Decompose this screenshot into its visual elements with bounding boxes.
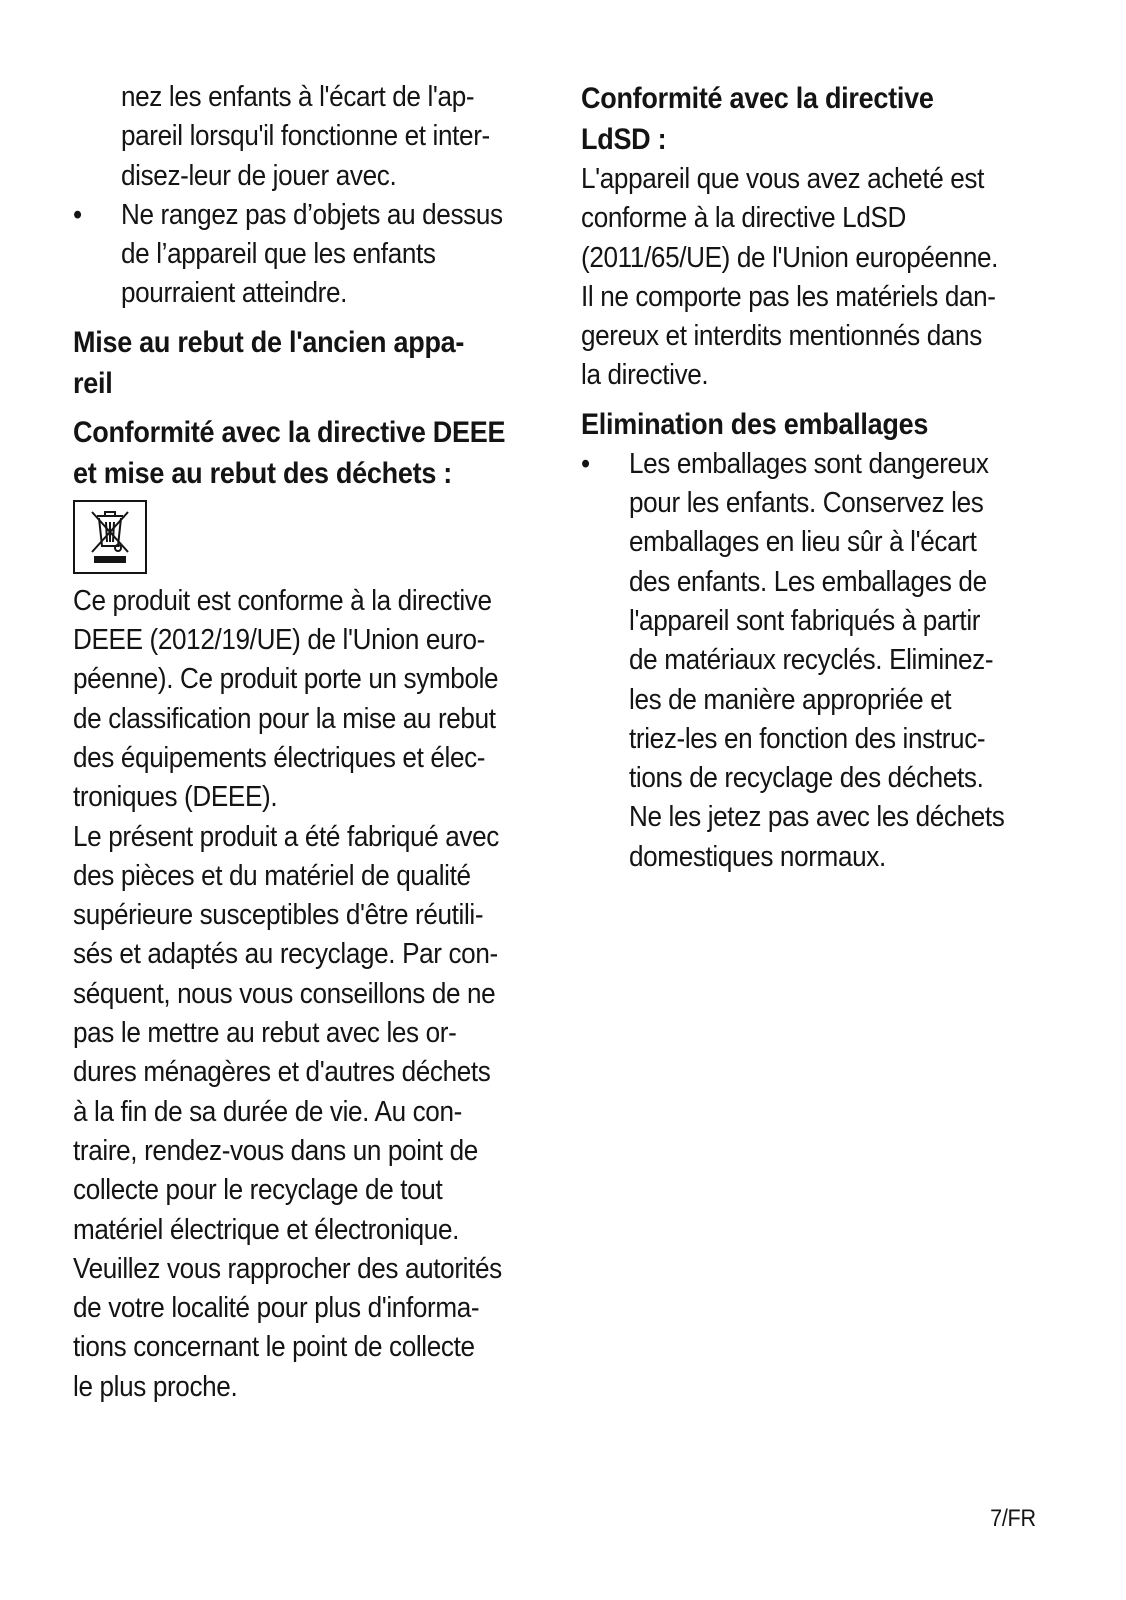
text-line: Il ne comporte pas les matériels dan- — [581, 280, 996, 313]
heading-line: Conformité avec la directive DEEE — [73, 415, 506, 449]
text-line: disez-leur de jouer avec. — [121, 159, 397, 192]
text-line: pas le mettre au rebut avec les or- — [73, 1017, 457, 1050]
bullet-packaging — [581, 445, 1061, 877]
text-line: domestiques normaux. — [629, 840, 886, 873]
text-line: dures ménagères et d'autres déchets — [73, 1056, 491, 1089]
text-line: matériel électrique et électronique. — [73, 1213, 460, 1246]
text-line: pourraient atteindre. — [121, 277, 348, 310]
text-line: Les emballages sont dangereux — [629, 447, 989, 480]
heading-ldsd — [581, 78, 1061, 160]
text-line: l'appareil sont fabriqués à partir — [629, 604, 981, 637]
text-line: tions concernant le point de collecte — [73, 1331, 475, 1364]
text-line: de matériaux recyclés. Eliminez- — [629, 644, 994, 677]
continued-safety-text — [73, 78, 551, 196]
text-line: des équipements électriques et élec- — [73, 741, 486, 774]
text-line: Le présent produit a été fabriqué avec — [73, 820, 499, 853]
text-line: péenne). Ce produit porte un symbole — [73, 663, 499, 696]
text-line: collecte pour le recyclage de tout — [73, 1174, 443, 1207]
text-line: de votre localité pour plus d'informa- — [73, 1292, 480, 1325]
bullet-dot: • — [581, 447, 590, 480]
heading-line: Mise au rebut de l'ancien appa- — [73, 325, 465, 359]
text-line: (2011/65/UE) de l'Union européenne. — [581, 241, 999, 274]
heading-line: et mise au rebut des déchets : — [73, 456, 453, 490]
right-column — [581, 78, 1061, 877]
heading-line: Conformité avec la directive — [581, 82, 934, 115]
text-line: troniques (DEEE). — [73, 781, 278, 814]
text-line: séquent, nous vous conseillons de ne — [73, 977, 496, 1010]
text-line: Ce produit est conforme à la directive — [73, 584, 492, 617]
text-line: tions de recyclage des déchets. — [629, 762, 984, 795]
text-line: à la fin de sa durée de vie. Au con- — [73, 1095, 462, 1128]
text-line: Ne rangez pas d’objets au dessus — [121, 198, 503, 231]
text-line: sés et adaptés au recyclage. Par con- — [73, 938, 498, 971]
text-line: gereux et interdits mentionnés dans — [581, 320, 982, 353]
text-line: les de manière appropriée et — [629, 683, 952, 716]
text-line: Ne les jetez pas avec les déchets — [629, 801, 1005, 834]
heading-weee — [73, 412, 551, 494]
recycling-paragraph — [73, 818, 551, 1407]
bullet-storage — [73, 196, 551, 314]
text-line: conforme à la directive LdSD — [581, 202, 907, 235]
text-line: DEEE (2012/19/UE) de l'Union euro- — [73, 624, 486, 657]
text-line: Veuillez vous rapprocher des autorités — [73, 1252, 502, 1285]
weee-paragraph — [73, 582, 551, 818]
page-number: 7/FR — [990, 1505, 1036, 1532]
text-line: L'appareil que vous avez acheté est — [581, 163, 985, 195]
text-line: nez les enfants à l'écart de l'ap- — [121, 81, 475, 113]
ldsd-paragraph — [581, 160, 1061, 396]
left-column — [73, 78, 551, 1407]
text-line: pareil lorsqu'il fonctionne et inter- — [121, 120, 490, 153]
wheelie-bin-svg — [80, 506, 140, 568]
text-line: la directive. — [581, 359, 709, 392]
text-line: de classification pour la mise au rebut — [73, 702, 496, 735]
text-line: traire, rendez-vous dans un point de — [73, 1134, 478, 1167]
text-line: supérieure susceptibles d'être réutili- — [73, 899, 484, 932]
text-line: triez-les en fonction des instruc- — [629, 722, 986, 755]
heading-line: LdSD : — [581, 123, 667, 156]
crossed-out-wheelie-bin-icon — [73, 500, 147, 574]
text-line: de l’appareil que les enfants — [121, 238, 436, 271]
text-line: emballages en lieu sûr à l'écart — [629, 526, 977, 559]
heading-disposal — [73, 322, 551, 404]
heading-packaging: Elimination des emballages — [581, 407, 929, 441]
bullet-dot: • — [73, 198, 82, 231]
text-line: des pièces et du matériel de qualité — [73, 859, 471, 892]
heading-line: reil — [73, 366, 113, 400]
text-line: des enfants. Les emballages de — [629, 565, 987, 598]
text-line: pour les enfants. Conservez les — [629, 487, 984, 520]
text-line: le plus proche. — [73, 1370, 238, 1403]
